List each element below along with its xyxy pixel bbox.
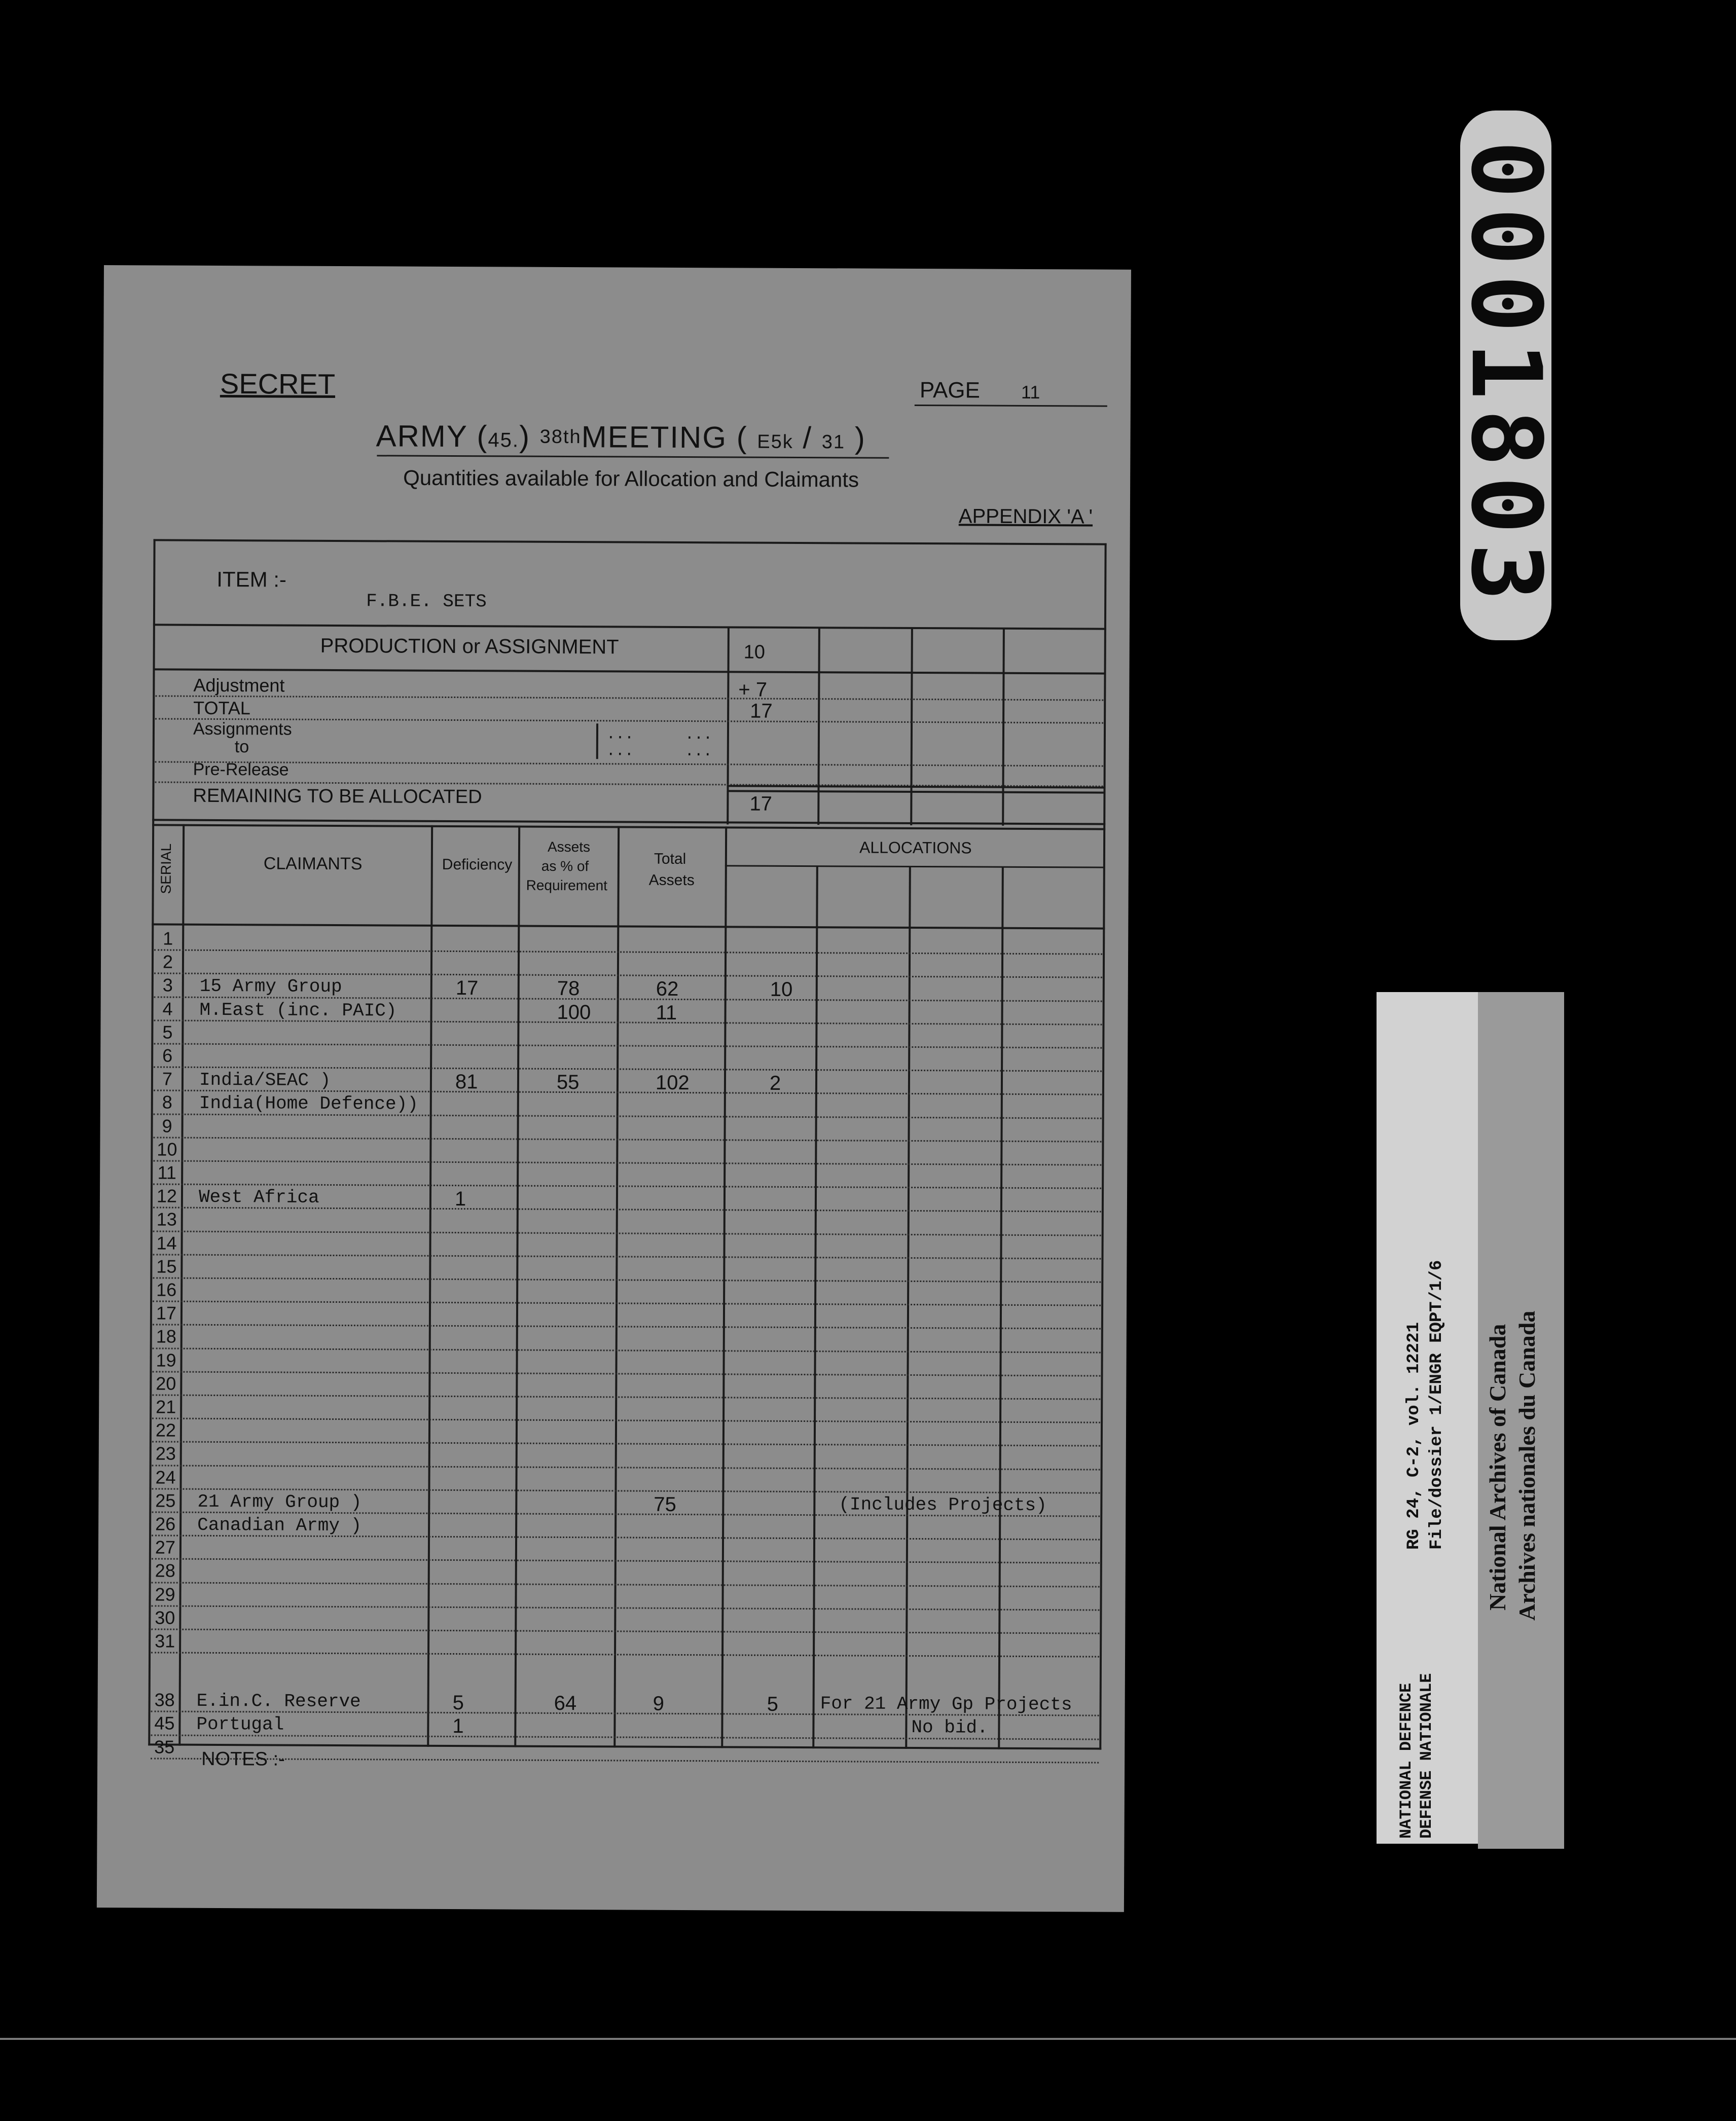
serial-header: SERIAL xyxy=(158,843,174,894)
claimant-claimant: India/SEAC ) xyxy=(199,1070,331,1091)
serial-number: 16 xyxy=(156,1279,177,1300)
row-dotted-line xyxy=(152,1394,1100,1400)
serial-number: 26 xyxy=(155,1513,176,1534)
row-dotted-line xyxy=(154,949,1102,955)
total-header-line2: Assets xyxy=(648,871,695,889)
claimant-deficiency: 1 xyxy=(454,1188,466,1211)
remaining-label: REMAINING TO BE ALLOCATED xyxy=(193,785,482,808)
total-label: TOTAL xyxy=(193,697,250,719)
reel-number-label xyxy=(1450,111,1562,640)
claimant-claimant: West Africa xyxy=(198,1187,319,1209)
serial-number: 1 xyxy=(163,928,173,949)
row-dotted-line xyxy=(153,1160,1101,1165)
serial-number: 18 xyxy=(156,1326,176,1347)
serial-number: 45 xyxy=(154,1712,175,1734)
archives-en: National Archives of Canada xyxy=(1485,1324,1510,1611)
serial-number: 9 xyxy=(162,1115,172,1137)
page-label: PAGE xyxy=(919,378,981,403)
serial-number: 7 xyxy=(162,1068,173,1089)
claimant-alloc: 10 xyxy=(770,978,793,1001)
claimant-assets-pct: 78 xyxy=(557,977,580,1000)
row-dotted-line xyxy=(153,1230,1101,1236)
assignments-dots-4: ... xyxy=(684,743,712,761)
claimants-top-line-2 xyxy=(152,824,1105,830)
serial-number: 6 xyxy=(162,1045,173,1066)
row-dotted-line xyxy=(153,1277,1101,1283)
claimant-note: (Includes Projects) xyxy=(839,1494,1047,1516)
appendix-label: APPENDIX 'A ' xyxy=(958,505,1093,528)
claimant-deficiency: 5 xyxy=(452,1692,464,1714)
production-label: PRODUCTION or ASSIGNMENT xyxy=(320,634,619,659)
claimant-note: No bid. xyxy=(911,1717,988,1739)
row-dotted-line xyxy=(152,1558,1100,1564)
claimants-column-divider xyxy=(427,825,433,1747)
claimant-claimant: M.East (inc. PAIC) xyxy=(199,999,397,1021)
serial-number: 31 xyxy=(155,1630,175,1652)
row-dotted-line xyxy=(152,1582,1100,1587)
serial-number: 23 xyxy=(155,1443,176,1465)
serial-number: 24 xyxy=(155,1467,176,1488)
row-dotted-line xyxy=(151,1758,1099,1763)
remaining-double-line-2 xyxy=(727,790,1104,793)
assignments-to-label: to xyxy=(234,737,249,757)
title-slash: / xyxy=(803,421,813,455)
adjustment-value: + 7 xyxy=(738,678,768,701)
serial-number: 22 xyxy=(155,1419,176,1441)
claimant-note: For 21 Army Gp Projects xyxy=(820,1693,1072,1715)
archive-reference-strip xyxy=(1377,992,1478,1844)
claimant-assets-pct: 55 xyxy=(556,1071,580,1094)
serial-number: 14 xyxy=(156,1232,177,1254)
production-value: 10 xyxy=(743,641,766,663)
title-meeting: MEETING ( xyxy=(581,420,748,455)
table-top-border xyxy=(154,539,1107,545)
table-right-border xyxy=(1099,543,1106,1750)
row-dotted-line xyxy=(153,1254,1101,1259)
title-army: ARMY ( xyxy=(376,419,488,454)
dept-fr: DEFENSE NATIONALE xyxy=(1417,1673,1436,1839)
title-paren-close: ) xyxy=(519,419,531,454)
table-bottom-border xyxy=(148,1743,1101,1749)
assignments-divider xyxy=(596,723,598,759)
dept-en: NATIONAL DEFENCE xyxy=(1397,1683,1416,1839)
claimant-deficiency: 17 xyxy=(455,977,479,1000)
serial-number: 38 xyxy=(154,1689,175,1710)
serial-number: 4 xyxy=(162,998,173,1019)
row-dotted-line xyxy=(151,1605,1099,1611)
claimant-deficiency: 81 xyxy=(455,1071,478,1093)
file-reference: File/dossier 1/ENGR EQPT/1/6 xyxy=(1427,1260,1446,1550)
subtitle: Quantities available for Allocation and Claimants xyxy=(403,465,859,492)
reel-number: 0001803 xyxy=(1450,140,1562,610)
row-dotted-line xyxy=(153,1301,1101,1306)
claimants-header: CLAIMANTS xyxy=(263,854,363,874)
adjustment-dotline xyxy=(155,695,1103,701)
item-label: ITEM :- xyxy=(216,567,287,592)
remaining-value: 17 xyxy=(749,792,772,815)
claimant-total: 9 xyxy=(653,1692,664,1715)
prod-col-3 xyxy=(910,629,913,825)
title-number: 45. xyxy=(488,429,520,452)
serial-number: 17 xyxy=(156,1302,177,1324)
serial-number: 28 xyxy=(155,1560,175,1582)
claimant-claimant: Canadian Army ) xyxy=(197,1514,362,1537)
assets-header-line2: as % of xyxy=(541,858,589,874)
assignments-label: Assignments xyxy=(193,719,292,739)
claimant-claimant: E.in.C. Reserve xyxy=(196,1691,361,1712)
document-page xyxy=(97,265,1131,1912)
deficiency-header: Deficiency xyxy=(442,856,513,873)
claimant-alloc: 2 xyxy=(769,1072,781,1095)
serial-number: 3 xyxy=(162,974,173,996)
claimant-alloc: 5 xyxy=(767,1693,778,1716)
assets-header-line1: Assets xyxy=(547,838,591,855)
serial-number: 11 xyxy=(157,1162,176,1183)
serial-number: 5 xyxy=(162,1021,173,1043)
serial-number: 21 xyxy=(156,1396,176,1417)
archives-fr: Archives nationales du Canada xyxy=(1514,1310,1540,1621)
row-dotted-line xyxy=(153,1137,1101,1142)
assets-column-divider xyxy=(613,826,620,1747)
page-number: 11 xyxy=(1021,381,1040,403)
claimant-deficiency: 1 xyxy=(452,1715,464,1738)
total-header-line1: Total xyxy=(654,850,686,868)
production-bottom-line xyxy=(153,668,1106,674)
claimant-claimant: India(Home Defence)) xyxy=(199,1093,418,1115)
serial-number: 35 xyxy=(154,1736,175,1758)
serial-number: 10 xyxy=(157,1139,177,1160)
row-dotted-line xyxy=(151,1652,1099,1658)
total-dotline xyxy=(155,718,1103,723)
prod-col-4 xyxy=(1002,629,1005,826)
item-value: F.B.E. SETS xyxy=(366,591,487,612)
row-dotted-line xyxy=(151,1628,1099,1634)
serial-number: 30 xyxy=(155,1607,175,1628)
row-dotted-line xyxy=(152,1371,1100,1376)
deficiency-column-divider xyxy=(514,826,520,1747)
serial-number: 19 xyxy=(156,1349,176,1371)
allocations-subheader-line xyxy=(725,865,1104,868)
claimant-claimant: Portugal xyxy=(196,1714,284,1735)
claimant-total: 11 xyxy=(656,1001,677,1024)
title-underline xyxy=(377,455,889,458)
serial-number: 12 xyxy=(156,1185,177,1206)
row-dotted-line xyxy=(154,1043,1102,1048)
adjustment-label: Adjustment xyxy=(193,674,285,696)
notes-label: NOTES :- xyxy=(201,1748,285,1770)
total-value: 17 xyxy=(750,700,773,722)
prod-col-2 xyxy=(817,628,820,825)
assignments-dots-1: ... xyxy=(606,726,634,744)
assignments-dots-3: ... xyxy=(606,743,634,760)
assets-header-line3: Requirement xyxy=(526,877,608,894)
title-sheet: 31 xyxy=(821,431,846,453)
assignments-dotline xyxy=(155,761,1103,766)
claimant-claimant: 21 Army Group ) xyxy=(197,1491,362,1513)
serial-number: 15 xyxy=(156,1256,177,1277)
serial-number: 29 xyxy=(155,1584,175,1605)
film-edge-line xyxy=(0,2038,1736,2040)
claimant-assets-pct: 100 xyxy=(557,1001,591,1023)
meeting-title xyxy=(376,418,866,455)
page-underline xyxy=(915,405,1107,407)
prod-col-1 xyxy=(727,628,730,824)
claimant-claimant: 15 Army Group xyxy=(199,976,342,998)
title-code: E5k xyxy=(757,431,793,453)
prerelease-label: Pre-Release xyxy=(193,759,289,780)
serial-number: 8 xyxy=(162,1091,172,1113)
row-dotted-line xyxy=(153,1324,1101,1330)
header-bottom-line xyxy=(152,923,1105,929)
serial-number: 25 xyxy=(155,1490,176,1511)
title-close: ) xyxy=(854,421,866,455)
assignments-dots-2: ... xyxy=(684,726,713,744)
allocations-header: ALLOCATIONS xyxy=(859,838,972,857)
total-column-divider xyxy=(721,826,727,1748)
serial-number: 27 xyxy=(155,1537,176,1558)
archive-name-strip xyxy=(1478,992,1564,1849)
claimant-total: 102 xyxy=(655,1071,690,1094)
row-dotted-line xyxy=(152,1441,1100,1447)
claimant-assets-pct: 64 xyxy=(554,1692,577,1715)
claimant-total: 75 xyxy=(654,1493,676,1516)
production-top-line xyxy=(153,624,1106,630)
serial-number: 13 xyxy=(156,1209,177,1230)
row-dotted-line xyxy=(153,1347,1101,1353)
row-dotted-line xyxy=(152,1465,1100,1470)
serial-number: 2 xyxy=(162,951,173,972)
row-dotted-line xyxy=(152,1418,1100,1423)
title-ordinal: 38th xyxy=(539,426,582,448)
classification-stamp: SECRET xyxy=(220,368,336,400)
claimant-total: 62 xyxy=(656,978,679,1001)
rg-reference: RG 24, C-2, vol. 12221 xyxy=(1404,1322,1424,1550)
serial-number: 20 xyxy=(156,1373,176,1394)
